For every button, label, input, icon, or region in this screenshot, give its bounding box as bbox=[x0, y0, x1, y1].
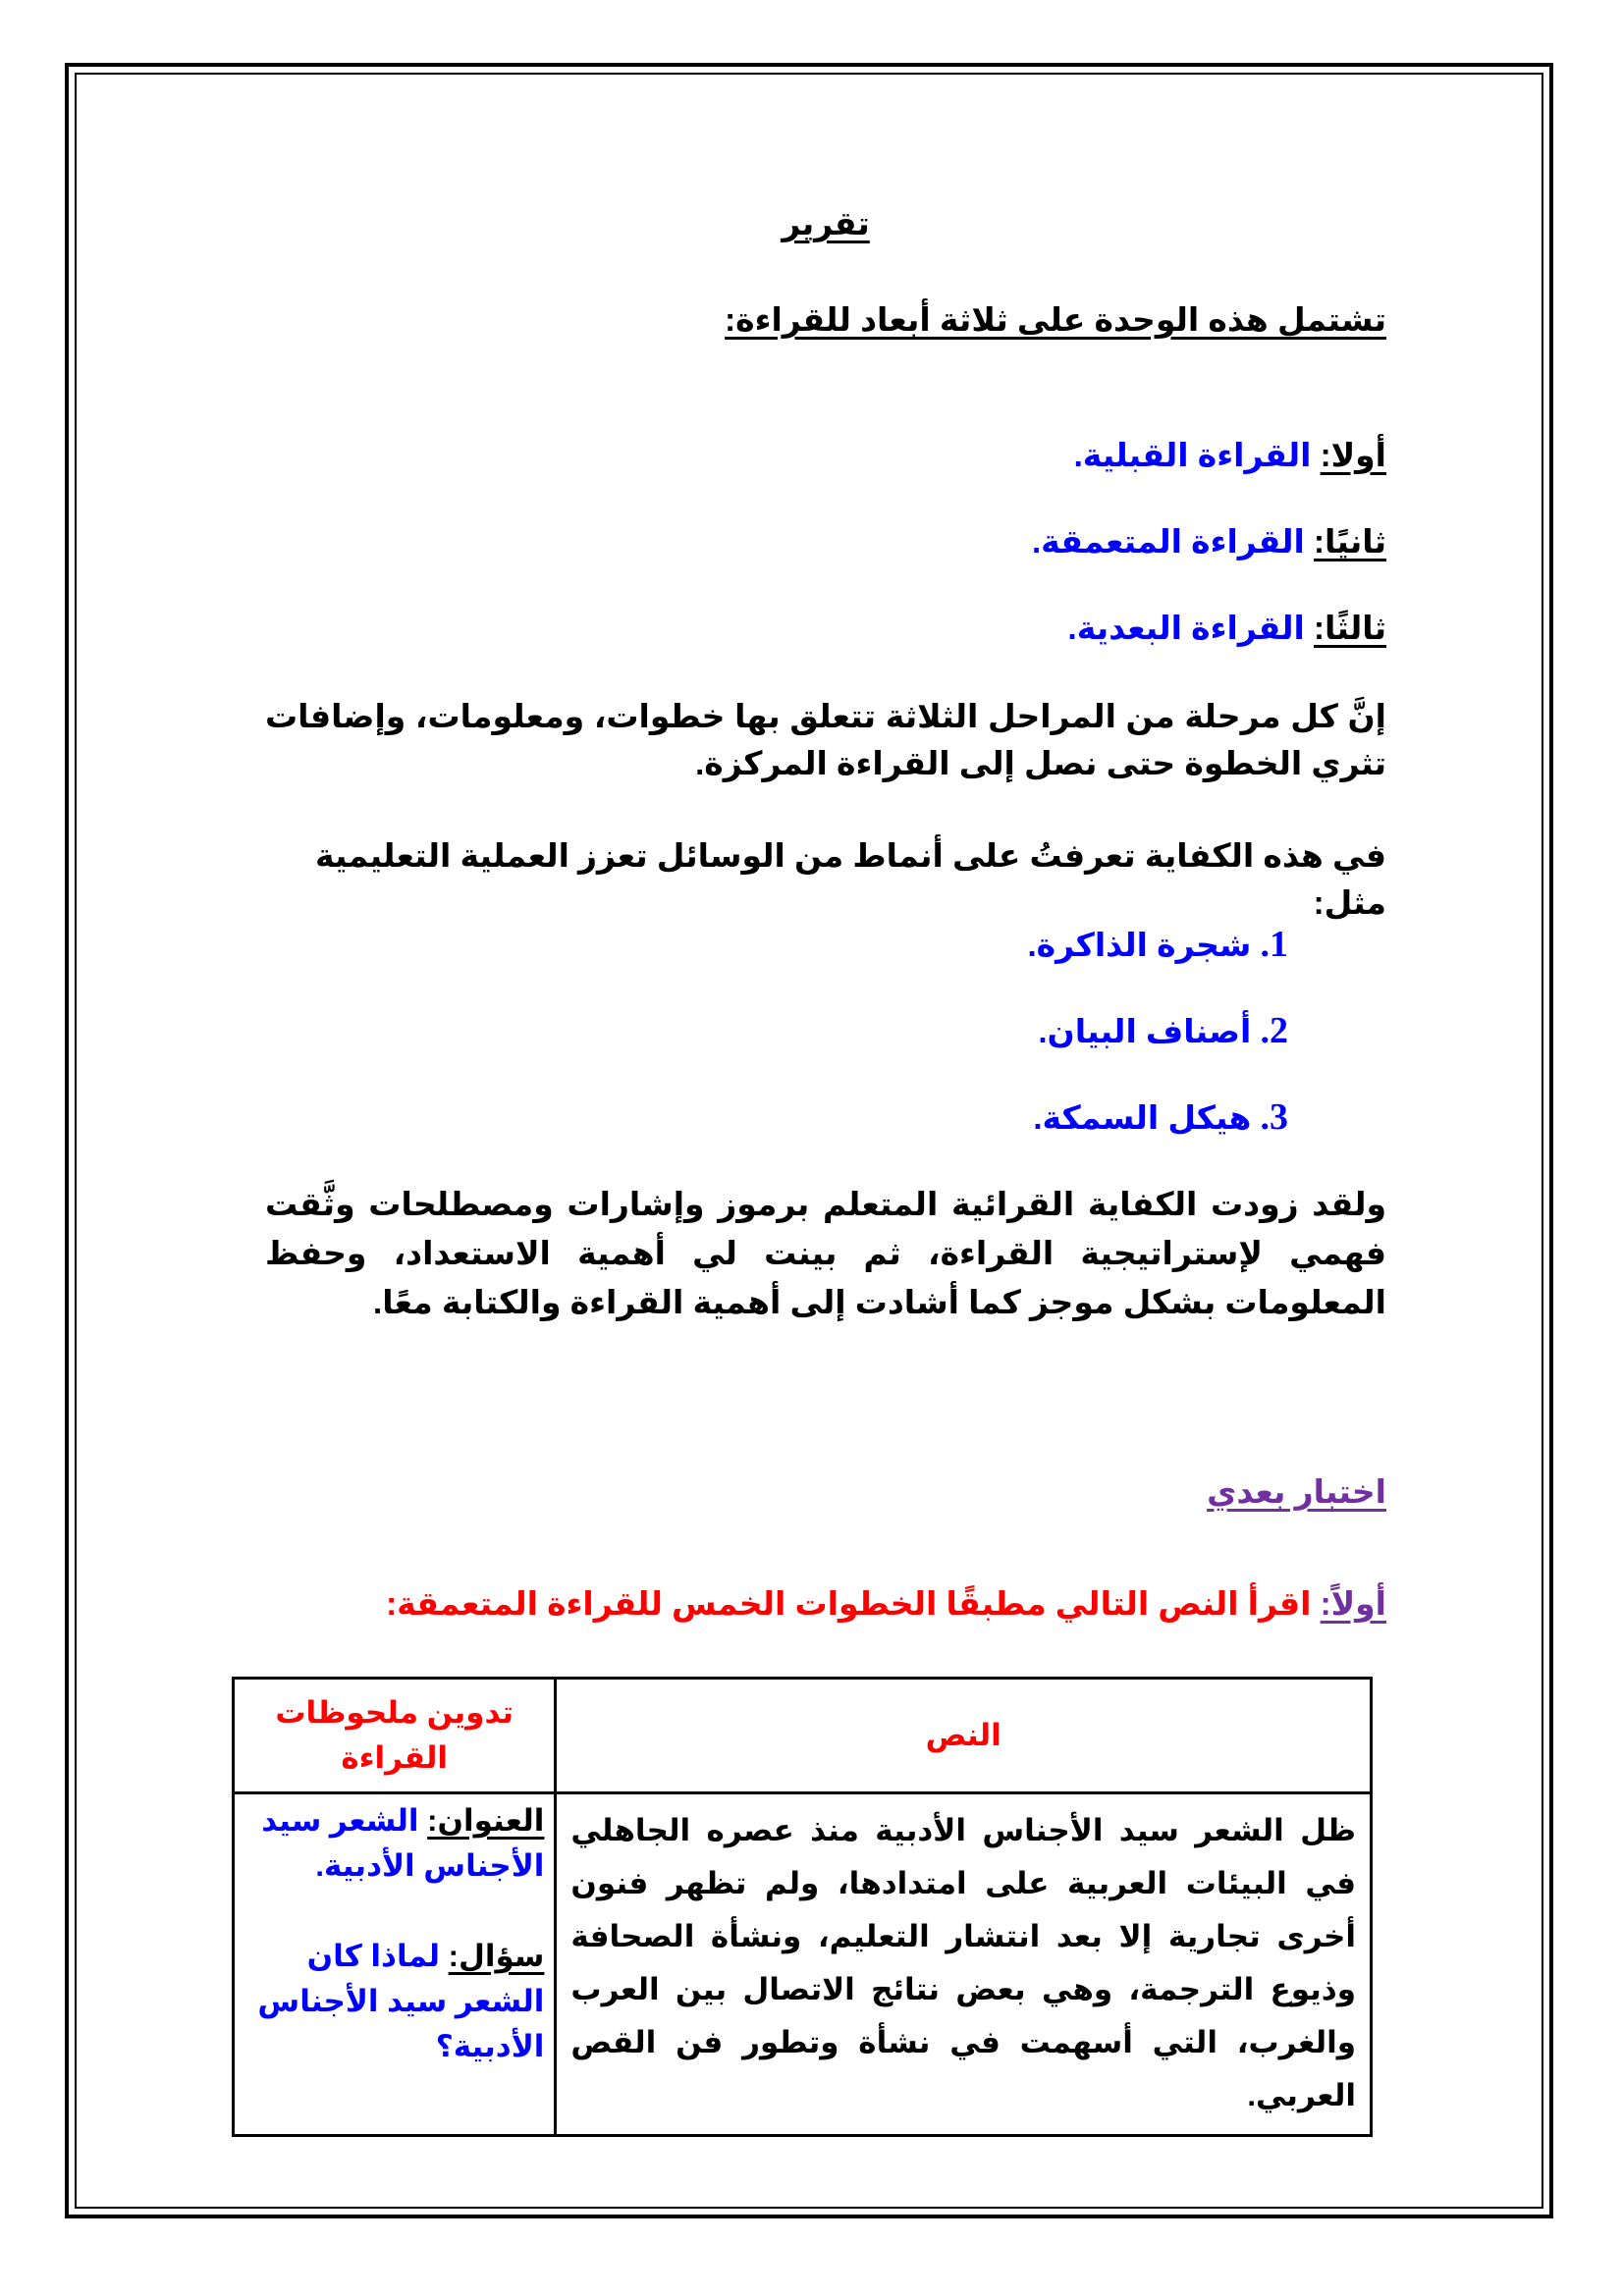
source-text-cell: ظل الشعر سيد الأجناس الأدبية منذ عصره الجاهلي في البيئات العربية على امتدادها، ولم تظهر فنون أخرى تجارية إلا بعد انتشار التعليم، ونشأة الصحافة وذيوع الترجمة، وهي بعض نتائج الاتصال بين العرب والغرب، التي أسهمت في نشأة وتطور فن القص العربي. bbox=[556, 1793, 1372, 2136]
dimension-3: ثالثًا: القراءة البعدية. bbox=[1067, 610, 1386, 646]
paragraph-stages: إنَّ كل مرحلة من المراحل الثلاثة تتعلق بها خطوات، ومعلومات، وإضافات تثري الخطوة حتى نصل إلى القراءة المركزة. bbox=[265, 698, 1386, 781]
post-test-heading: اختبار بعدي bbox=[1207, 1473, 1386, 1510]
notes-question: سؤال: لماذا كان الشعر سيد الأجناس الأدبية؟ bbox=[257, 1939, 545, 2063]
table-row bbox=[234, 1793, 1372, 2136]
dimension-1: أولا: القراءة القبلية. bbox=[1073, 437, 1386, 473]
tool-item-2: 2. أصناف البيان. bbox=[1038, 1010, 1288, 1051]
notes-cell bbox=[234, 1793, 556, 2136]
notes-title: العنوان: الشعر سيد الأجناس الأدبية. bbox=[261, 1803, 545, 1883]
text-column-header: النص bbox=[556, 1679, 1372, 1793]
question-1: أولاً: اقرأ النص التالي مطبقًا الخطوات الخمس للقراءة المتعمقة: bbox=[386, 1585, 1386, 1622]
reading-notes-table bbox=[232, 1677, 1373, 2137]
report-title: تقرير bbox=[782, 205, 870, 241]
tool-item-1: 1. شجرة الذاكرة. bbox=[1027, 924, 1288, 965]
dimension-2: ثانيًا: القراءة المتعمقة. bbox=[1032, 523, 1386, 560]
paragraph-tools-intro: في هذه الكفاية تعرفتُ على أنماط من الوسائل تعزز العملية التعليمية مثل: bbox=[314, 837, 1386, 921]
notes-spacer bbox=[244, 1889, 544, 1934]
intro-heading: تشتمل هذه الوحدة على ثلاثة أبعاد للقراءة: bbox=[725, 301, 1386, 338]
table-header-row bbox=[234, 1679, 1372, 1793]
tool-item-3: 3. هيكل السمكة. bbox=[1033, 1096, 1288, 1138]
paragraph-summary: ولقد زودت الكفاية القرائية المتعلم برموز وإشارات ومصطلحات وثَّقت فهمي لإستراتيجية القراءة، ثم بينت لي أهمية الاستعداد، وحفظ المعلومات بشكل موجز كما أشادت إلى أهمية القراءة والكتابة معًا. bbox=[265, 1186, 1386, 1320]
notes-column-header: تدوين ملحوظات القراءة bbox=[234, 1679, 556, 1793]
